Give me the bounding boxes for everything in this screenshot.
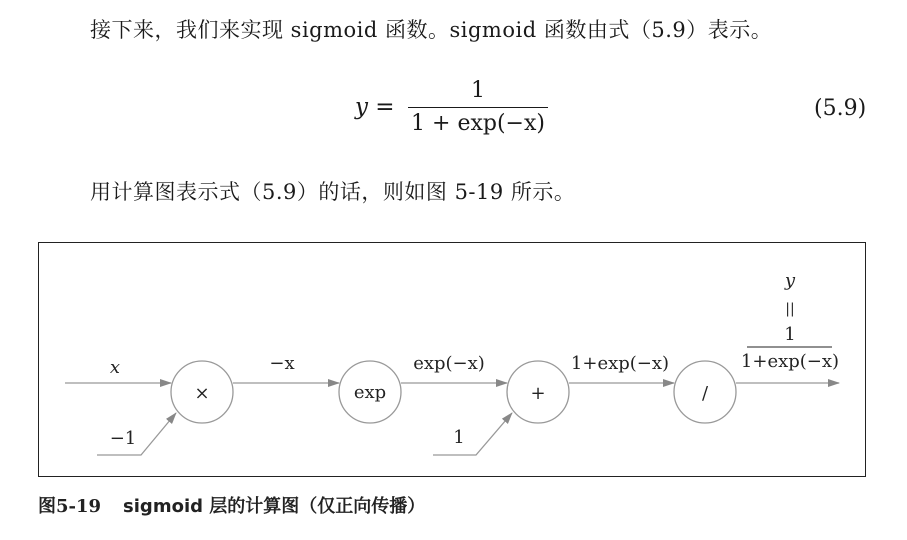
label-out-y: y bbox=[784, 270, 796, 291]
paragraph-intro: 接下来，我们来实现 sigmoid 函数。sigmoid 函数由式（5.9）表示。 bbox=[90, 18, 773, 42]
computational-graph bbox=[39, 243, 867, 478]
equation-numerator: 1 bbox=[471, 78, 485, 103]
paragraph-figure-reference: 用计算图表示式（5.9）的话，则如图 5-19 所示。 bbox=[90, 180, 576, 204]
figure-caption-text: sigmoid 层的计算图（仅正向传播） bbox=[123, 496, 426, 517]
node-divide-label: / bbox=[701, 383, 709, 404]
equation-fraction bbox=[408, 76, 548, 139]
label-exp-neg-x: exp(−x) bbox=[413, 353, 485, 374]
label-out-numerator: 1 bbox=[784, 324, 796, 345]
label-one-plus-exp: 1+exp(−x) bbox=[570, 353, 670, 374]
label-out-denominator: 1+exp(−x) bbox=[740, 351, 840, 372]
node-plus-label: + bbox=[530, 383, 546, 404]
label-neg-x: −x bbox=[269, 353, 295, 374]
label-one: 1 bbox=[453, 427, 465, 448]
label-neg1: −1 bbox=[109, 428, 137, 449]
computational-graph-figure bbox=[38, 242, 866, 477]
edge-one bbox=[433, 413, 512, 455]
equation-sigmoid bbox=[355, 76, 555, 142]
equation-denominator: 1 + exp(−x) bbox=[411, 111, 545, 137]
figure-caption bbox=[38, 492, 425, 518]
fraction-bar bbox=[408, 107, 548, 108]
figure-caption-number: 图5-19 bbox=[38, 496, 102, 517]
label-out-equals: || bbox=[785, 301, 795, 317]
equation-number: (5.9) bbox=[814, 96, 867, 121]
equation-lhs: y = bbox=[355, 94, 395, 120]
node-exp-label: exp bbox=[353, 382, 387, 403]
label-x: x bbox=[109, 357, 121, 378]
node-multiply-label: × bbox=[194, 383, 210, 404]
